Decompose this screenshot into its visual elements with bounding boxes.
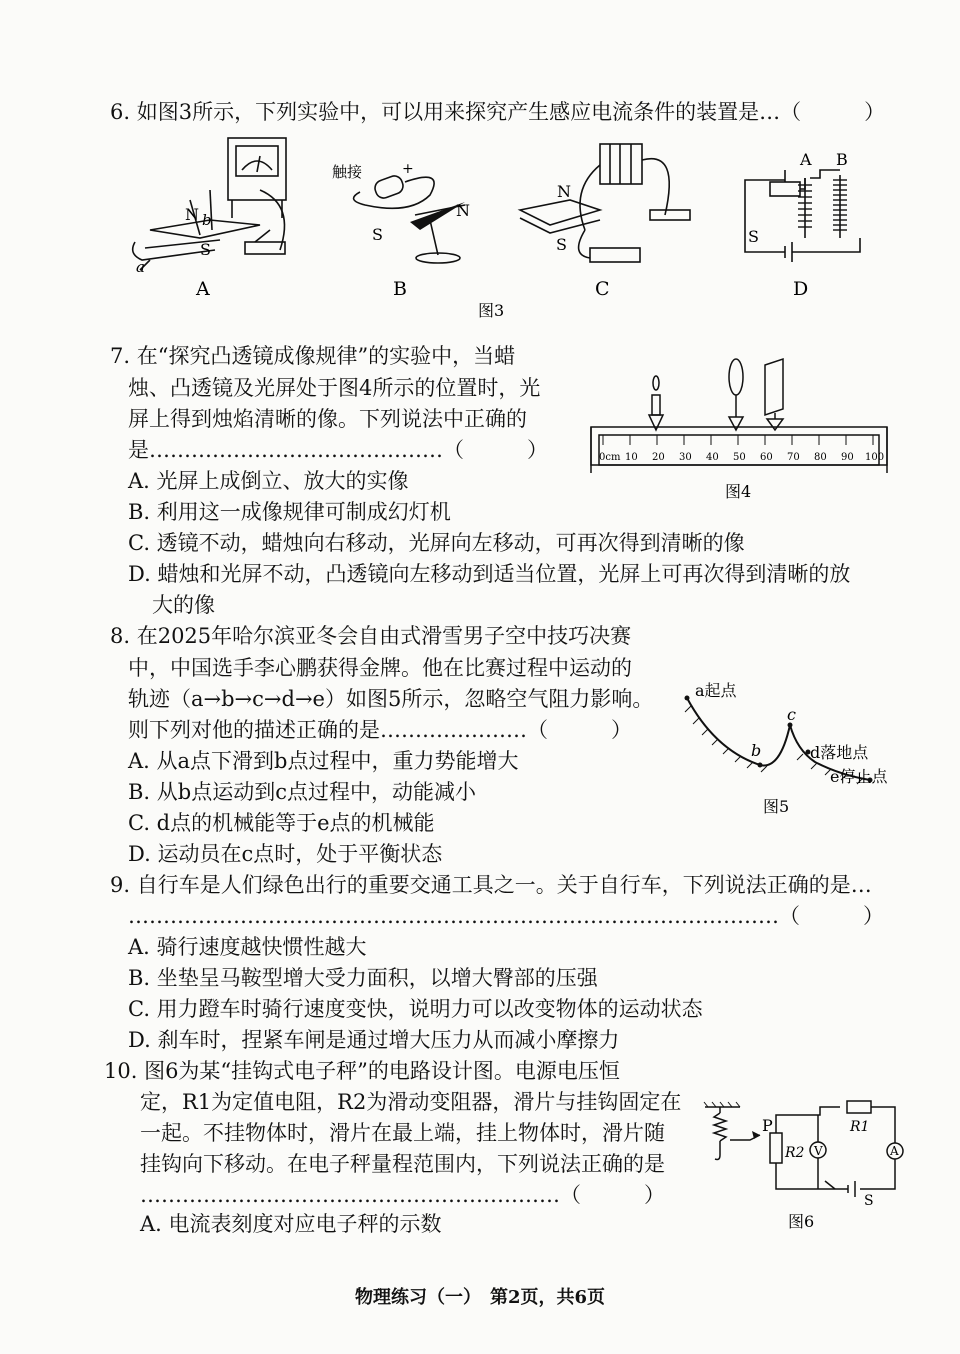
q9-line-2: …………………………………………………………………………………（ ） [128, 904, 884, 928]
figure-3 [120, 130, 880, 320]
fig3-caption: 图3 [478, 301, 505, 320]
q8-option-a: A. 从a点下滑到b点过程中，重力势能增大 [128, 749, 519, 773]
fig3-label-c: C [595, 278, 610, 300]
q7-line-3: 屏上得到烛焰清晰的像。下列说法中正确的 [128, 407, 527, 431]
fig3-b-s: S [372, 225, 383, 244]
fig6-label-p: P [762, 1116, 773, 1135]
fig6-caption: 图6 [788, 1212, 815, 1231]
q10-line-4: 挂钩向下移动。在电子秤量程范围内，下列说法正确的是 [140, 1152, 665, 1176]
fig6-label-a: A [890, 1144, 899, 1158]
q8-line-2: 中，中国选手李心鹏获得金牌。他在比赛过程中运动的 [128, 656, 632, 680]
fig6-label-s: S [864, 1193, 874, 1209]
fig5-label-e: e停止点 [830, 767, 888, 786]
fig3-b-touch: 触接 [332, 163, 363, 181]
q7-line-4: 是……………………………………（ ） [128, 438, 548, 462]
fig3-apparatus-d [745, 170, 860, 262]
q7-option-a: A. 光屏上成倒立、放大的实像 [128, 469, 409, 493]
q10-line-2: 定，R1为定值电阻，R2为滑动变阻器，滑片与挂钩固定在 [140, 1090, 682, 1114]
ruler-label-90: 90 [841, 452, 854, 463]
fig3-d-b: B [836, 150, 848, 169]
q8-line-4: 则下列对他的描述正确的是…………………（ ） [128, 718, 632, 742]
ruler-label-70: 70 [787, 452, 800, 463]
fig6-label-v: V [814, 1144, 823, 1158]
ruler-label-80: 80 [814, 452, 827, 463]
q8-line-3: 轨迹（a→b→c→d→e）如图5所示，忽略空气阻力影响。 [128, 687, 654, 711]
fig3-c-s: S [556, 235, 567, 254]
q10-option-a: A. 电流表刻度对应电子秤的示数 [140, 1212, 442, 1236]
fig5-label-c: c [787, 705, 796, 724]
fig5-label-a: a起点 [695, 681, 737, 700]
fig3-label-b: B [393, 278, 407, 300]
figure-4 [585, 355, 895, 505]
q8-option-b: B. 从b点运动到c点过程中，动能减小 [128, 780, 476, 804]
fig3-apparatus-b [354, 174, 465, 263]
q10-line-5: ……………………………………………………（ ） [140, 1183, 665, 1207]
fig3-apparatus-c [520, 144, 690, 262]
q7-line-2: 烛、凸透镜及光屏处于图4所示的位置时，光 [128, 376, 541, 400]
ruler-label-20: 20 [652, 452, 665, 463]
q7-option-b: B. 利用这一成像规律可制成幻灯机 [128, 500, 451, 524]
q9-line-1: 9. 自行车是人们绿色出行的重要交通工具之一。关于自行车，下列说法正确的是… [110, 873, 872, 897]
q8-option-d: D. 运动员在c点时，处于平衡状态 [128, 842, 443, 866]
figure-6 [700, 1095, 920, 1235]
fig5-label-d: d落地点 [810, 743, 869, 762]
fig3-a-b: b [202, 211, 212, 229]
fig3-label-d: D [793, 278, 809, 300]
fig3-c-n: N [557, 182, 571, 201]
q7-line-1: 7. 在“探究凸透镜成像规律”的实验中，当蜡 [110, 344, 516, 368]
q6-stem: 6. 如图3所示，下列实验中，可以用来探究产生感应电流条件的装置是…（ ） [110, 100, 886, 124]
ruler-label-60: 60 [760, 452, 773, 463]
fig5-caption: 图5 [763, 797, 790, 816]
fig3-label-a: A [196, 278, 210, 300]
q7-option-d: D. 蜡烛和光屏不动，凸透镜向左移动到适当位置，光屏上可再次得到清晰的放 [128, 562, 851, 586]
q7-option-d-cont: 大的像 [152, 593, 215, 617]
ruler-label-40: 40 [706, 452, 719, 463]
ruler-label-30: 30 [679, 452, 692, 463]
svg-text:+: + [402, 161, 414, 177]
fig3-a-a: a [136, 258, 145, 276]
fig6-label-r1: R1 [850, 1119, 870, 1135]
q9-option-c: C. 用力蹬车时骑行速度变快，说明力可以改变物体的运动状态 [128, 997, 703, 1021]
fig3-a-n: N [185, 205, 199, 224]
fig3-d-s: S [748, 227, 759, 246]
fig3-d-a: A [800, 150, 812, 169]
ruler-ticks [603, 435, 873, 445]
q9-option-d: D. 刹车时，捏紧车闸是通过增大压力从而减小摩擦力 [128, 1028, 620, 1052]
fig3-b-n: N [456, 201, 470, 220]
q9-option-a: A. 骑行速度越快惯性越大 [128, 935, 367, 959]
figure-5 [675, 670, 905, 820]
fig6-label-r2: R2 [785, 1145, 805, 1161]
fig3-a-s: S [200, 240, 211, 259]
ruler-label-0: 0cm [599, 452, 621, 463]
ruler-label-50: 50 [733, 452, 746, 463]
q9-option-b: B. 坐垫呈马鞍型增大受力面积，以增大臀部的压强 [128, 966, 598, 990]
page-footer: 物理练习（一） 第2页，共6页 [354, 1287, 606, 1308]
q8-option-c: C. d点的机械能等于e点的机械能 [128, 811, 435, 835]
fig4-caption: 图4 [725, 482, 752, 501]
fig5-label-b: b [751, 741, 762, 760]
ruler-label-10: 10 [625, 452, 638, 463]
q10-line-1: 10. 图6为某“挂钩式电子秤”的电路设计图。电源电压恒 [104, 1059, 620, 1083]
q7-option-c: C. 透镜不动，蜡烛向右移动，光屏向左移动，可再次得到清晰的像 [128, 531, 745, 555]
ruler-label-100: 100 [865, 452, 885, 463]
q8-line-1: 8. 在2025年哈尔滨亚冬会自由式滑雪男子空中技巧决赛 [110, 624, 632, 648]
q10-line-3: 一起。不挂物体时，滑片在最上端，挂上物体时，滑片随 [140, 1121, 665, 1145]
